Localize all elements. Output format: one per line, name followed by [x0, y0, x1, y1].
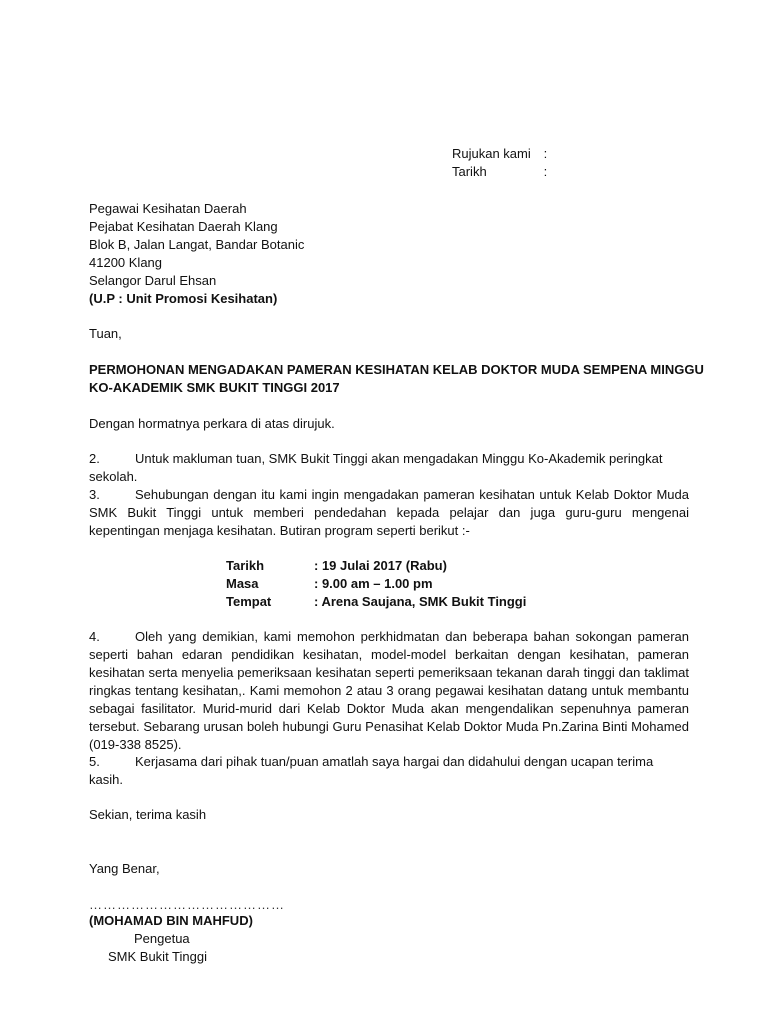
- paragraph-5-text: Kerjasama dari pihak tuan/puan amatlah saya hargai dan didahului dengan ucapan terima kasih.: [89, 754, 654, 787]
- paragraph-2-number: 2.: [89, 451, 100, 466]
- detail-tempat-row: [226, 594, 526, 609]
- recipient-line-4: 41200 Klang: [89, 255, 163, 270]
- paragraph-4-text: Oleh yang demikian, kami memohon perkhidmatan dan beberapa bahan sokongan pameran seperti bahan edaran pendidikan kesihatan, model-model berkaitan dengan kesihatan, pameran kesihatan serta menyelia pemeriksaan kesihatan seperti pemeriksaan tekanan darah tinggi dan taklimat ringkas tentang kesihatan,. Kami memohon 2 atau 3 orang pegawai kesihatan datang untuk membantu sebagai fasilitator. Murid-murid dari Kelab Doktor Muda akan mengendalikan sepenuhnya pameran tersebut. Sebarang urusan boleh hubungi Guru Penasihat Kelab Doktor Muda Pn.Zarina Binti Mohamed (019-338 8525).: [89, 629, 689, 752]
- signatory-name: (MOHAMAD BIN MAHFUD): [89, 913, 253, 928]
- detail-masa-row: [226, 576, 433, 591]
- recipient-line-3: Blok B, Jalan Langat, Bandar Botanic: [89, 237, 305, 252]
- tarikh-label: Tarikh: [452, 164, 487, 179]
- subject-line-1: PERMOHONAN MENGADAKAN PAMERAN KESIHATAN KELAB DOKTOR MUDA SEMPENA MINGGU: [89, 362, 704, 377]
- reference-rujukan-row: [452, 146, 547, 161]
- closing-sekian: Sekian, terima kasih: [89, 807, 207, 822]
- paragraph-2-text: Untuk makluman tuan, SMK Bukit Tinggi akan mengadakan Minggu Ko-Akademik peringkat sekolah.: [89, 451, 663, 484]
- paragraph-5-number: 5.: [89, 754, 100, 769]
- paragraph-4-number: 4.: [89, 629, 100, 644]
- rujukan-label: Rujukan kami: [452, 146, 531, 161]
- recipient-attention: (U.P : Unit Promosi Kesihatan): [89, 291, 278, 306]
- detail-masa-value: : 9.00 am – 1.00 pm: [314, 576, 433, 591]
- detail-tarikh-row: [226, 558, 447, 573]
- paragraph-4: [89, 628, 689, 754]
- detail-tarikh-value: : 19 Julai 2017 (Rabu): [314, 558, 447, 573]
- recipient-line-2: Pejabat Kesihatan Daerah Klang: [89, 219, 278, 234]
- signatory-title: Pengetua: [134, 931, 190, 946]
- paragraph-3-text: Sehubungan dengan itu kami ingin mengadakan pameran kesihatan untuk Kelab Doktor Muda SMK Bukit Tinggi untuk memberi pendedahan kepada pelajar dan juga guru-guru mengenai kepentingan menjaga kesihatan. Butiran program seperti berikut :-: [89, 487, 689, 538]
- salutation: Tuan,: [89, 326, 122, 341]
- detail-tempat-label: Tempat: [226, 594, 272, 609]
- signatory-school: SMK Bukit Tinggi: [108, 949, 207, 964]
- detail-masa-label: Masa: [226, 576, 259, 591]
- detail-tempat-value: : Arena Saujana, SMK Bukit Tinggi: [314, 594, 527, 609]
- rujukan-colon: :: [543, 146, 548, 161]
- closing-yang-benar: Yang Benar,: [89, 861, 160, 876]
- recipient-line-5: Selangor Darul Ehsan: [89, 273, 217, 288]
- detail-tarikh-label: Tarikh: [226, 558, 265, 573]
- paragraph-3: [89, 486, 689, 540]
- subject-line-2: KO-AKADEMIK SMK BUKIT TINGGI 2017: [89, 380, 340, 395]
- opening-sentence: Dengan hormatnya perkara di atas dirujuk.: [89, 416, 335, 431]
- paragraph-3-number: 3.: [89, 487, 100, 502]
- paragraph-2: [89, 450, 689, 486]
- tarikh-colon: :: [543, 164, 548, 179]
- reference-tarikh-row: [452, 164, 547, 179]
- signature-line: ……………………………………: [89, 897, 285, 912]
- recipient-line-1: Pegawai Kesihatan Daerah: [89, 201, 247, 216]
- paragraph-5: [89, 753, 689, 789]
